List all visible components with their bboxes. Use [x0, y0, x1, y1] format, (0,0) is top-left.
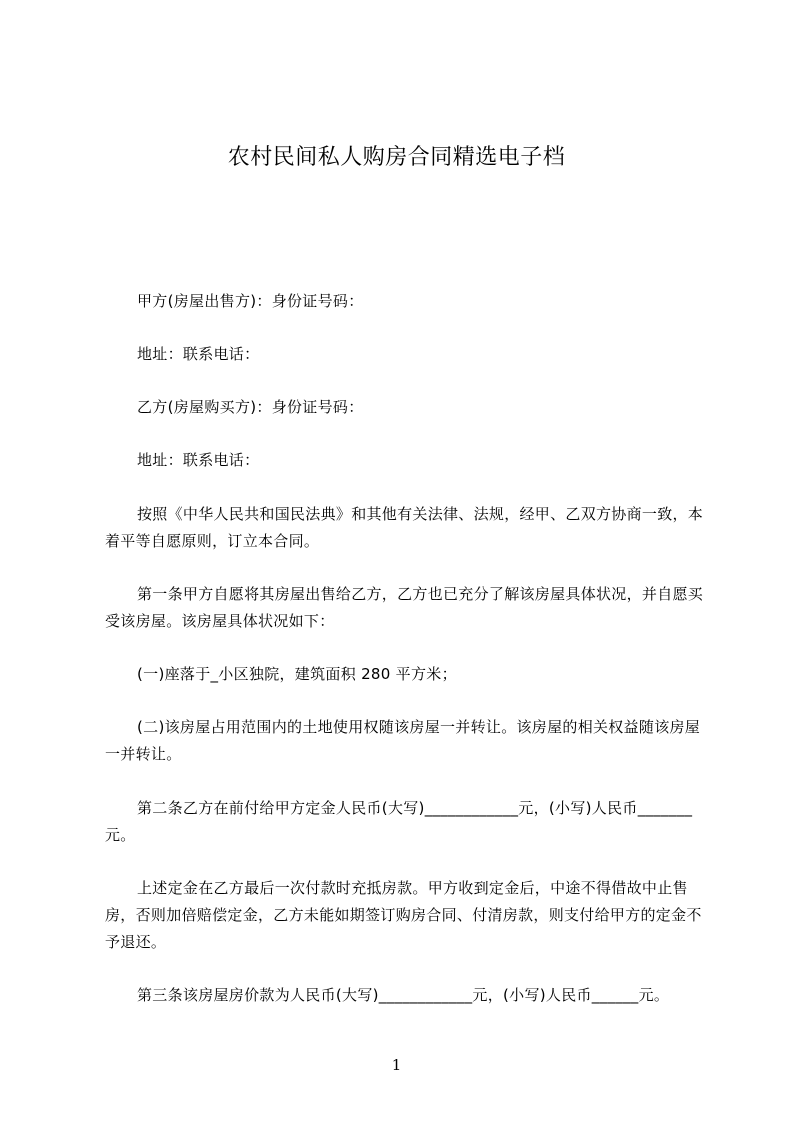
- party-b-line: 乙方(房屋购买方)：身份证号码：: [137, 398, 364, 416]
- article-1-item-1: (一)座落于_小区独院，建筑面积 280 平方米；: [137, 665, 457, 683]
- page-number: 1: [391, 1056, 402, 1074]
- party-b-address-line: 地址：联系电话：: [137, 451, 260, 469]
- article-1-item-2: (二)该房屋占用范围内的土地使用权随该房屋一并转让。该房屋的相关权益随该房屋一并转让。: [105, 718, 701, 763]
- deposit-terms-paragraph: 上述定金在乙方最后一次付款时充抵房款。甲方收到定金后，中途不得借故中止售房，否则加倍赔偿定金，乙方未能如期签订购房合同、付清房款，则支付给甲方的定金不予退还。: [105, 879, 702, 951]
- article-2-paragraph: 第二条乙方在前付给甲方定金人民币(大写)____________元，(小写)人民币_______元。: [105, 799, 693, 844]
- party-a-line: 甲方(房屋出售方)：身份证号码：: [137, 292, 364, 310]
- preamble-paragraph: 按照《中华人民共和国民法典》和其他有关法律、法规，经甲、乙双方协商一致，本着平等自愿原则，订立本合同。: [105, 505, 704, 550]
- article-3-paragraph: 第三条该房屋房价款为人民币(大写)____________元，(小写)人民币______元。: [137, 986, 670, 1004]
- article-1-paragraph: 第一条甲方自愿将其房屋出售给乙方，乙方也已充分了解该房屋具体状况，并自愿买受该房屋。该房屋具体状况如下：: [105, 585, 704, 630]
- party-a-address-line: 地址：联系电话：: [137, 345, 260, 363]
- document-title: 农村民间私人购房合同精选电子档: [227, 145, 566, 170]
